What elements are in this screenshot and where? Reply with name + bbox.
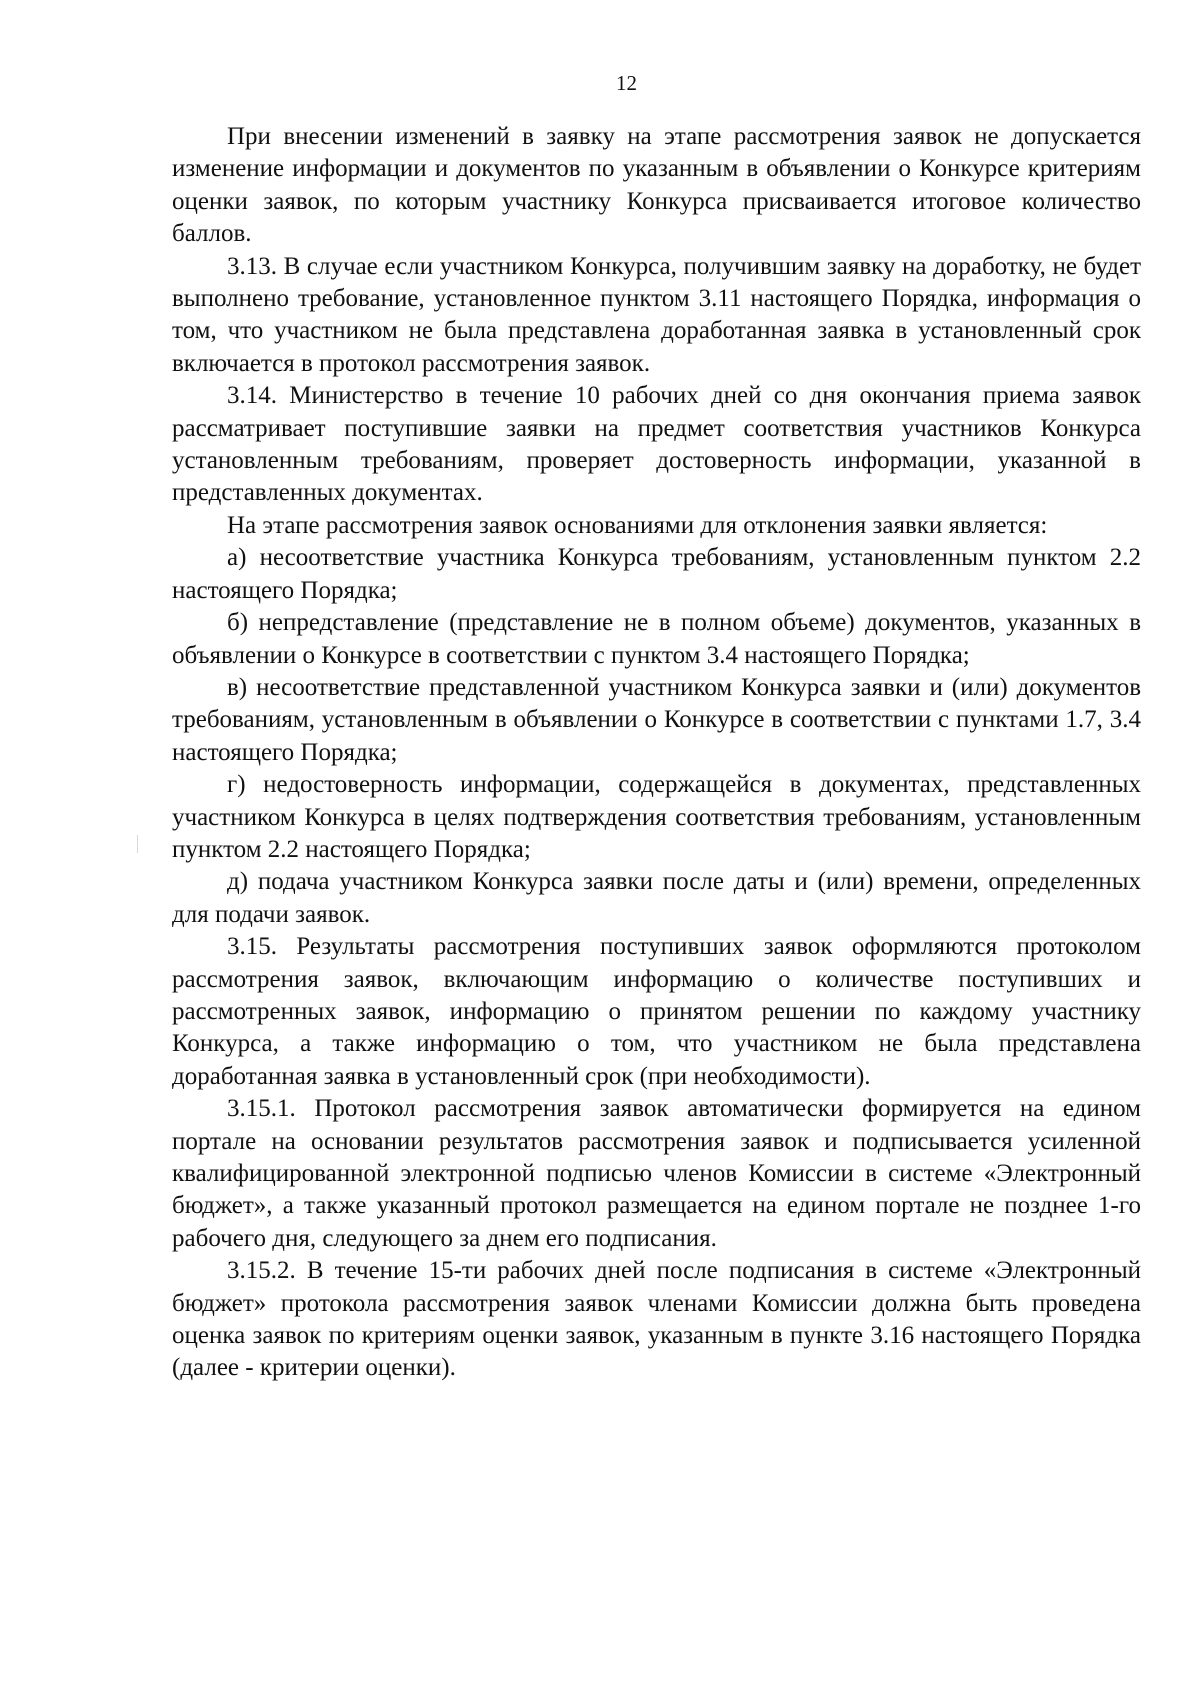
paragraph-3-15-1: 3.15.1. Протокол рассмотрения заявок автоматически формируется на едином портале на основании результатов рассмотрения заявок и подписывается усиленной квалифицированной электронной подписью членов Комиссии в системе «Электронный бюджет», а также указанный протокол размещается на едином портале не позднее 1-го рабочего дня, следующего за днем его подписания. <box>172 1095 1141 1252</box>
paragraph-3-15-2: 3.15.2. В течение 15-ти рабочих дней после подписания в системе «Электронный бюджет» протокола рассмотрения заявок членами Комиссии должна быть проведена оценка заявок по критериям оценки заявок, указанным в пункте 3.16 настоящего Порядка (далее - критерии оценки). <box>172 1257 1141 1382</box>
paragraph-rejection-grounds: На этапе рассмотрения заявок основаниями для отклонения заявки является: <box>227 511 1048 539</box>
paragraph-amendment-rules: При внесении изменений в заявку на этапе рассмотрения заявок не допускается изменение информации и документов по указанным в объявлении о Конкурсе критериям оценки заявок, по которым участнику Конкурса присваивается итоговое количество баллов. <box>172 123 1141 248</box>
list-item-d: д) подача участником Конкурса заявки после даты и (или) времени, определенных для подачи заявок. <box>172 868 1141 928</box>
list-item-a: а) несоответствие участника Конкурса требованиям, установленным пунктом 2.2 настоящего Порядка; <box>172 544 1141 604</box>
list-item-b: б) непредставление (представление не в полном объеме) документов, указанных в объявлении о Конкурсе в соответствии с пунктом 3.4 настоящего Порядка; <box>172 609 1141 669</box>
page-number: 12 <box>616 71 637 95</box>
paragraph-3-14: 3.14. Министерство в течение 10 рабочих дней со дня окончания приема заявок рассматривает поступившие заявки на предмет соответствия участников Конкурса установленным требованиям, проверяет достоверность информации, указанной в представленных документах. <box>172 382 1141 507</box>
list-item-g: г) недостоверность информации, содержащейся в документах, представленных участником Конкурса в целях подтверждения соответствия требованиям, установленным пунктом 2.2 настоящего Порядка; <box>172 771 1141 863</box>
paragraph-3-13: 3.13. В случае если участником Конкурса, получившим заявку на доработку, не будет выполнено требование, установленное пунктом 3.11 настоящего Порядка, информация о том, что участником не была представлена доработанная заявка в установленный срок включается в протокол рассмотрения заявок. <box>172 252 1141 377</box>
list-item-v: в) несоответствие представленной участником Конкурса заявки и (или) документов требованиям, установленным в объявлении о Конкурсе в соответствии с пунктами 1.7, 3.4 настоящего Порядка; <box>172 673 1141 766</box>
scan-artifact-mark <box>137 835 138 853</box>
document-body <box>172 121 1141 1385</box>
paragraph-3-15: 3.15. Результаты рассмотрения поступивших заявок оформляются протоколом рассмотрения заявок, включающим информацию о количестве поступивших и рассмотренных заявок, информацию о принятом решении по каждому участнику Конкурса, а также информацию о том, что участником не была представлена доработанная заявка в установленный срок (при необходимости). <box>172 933 1141 1090</box>
